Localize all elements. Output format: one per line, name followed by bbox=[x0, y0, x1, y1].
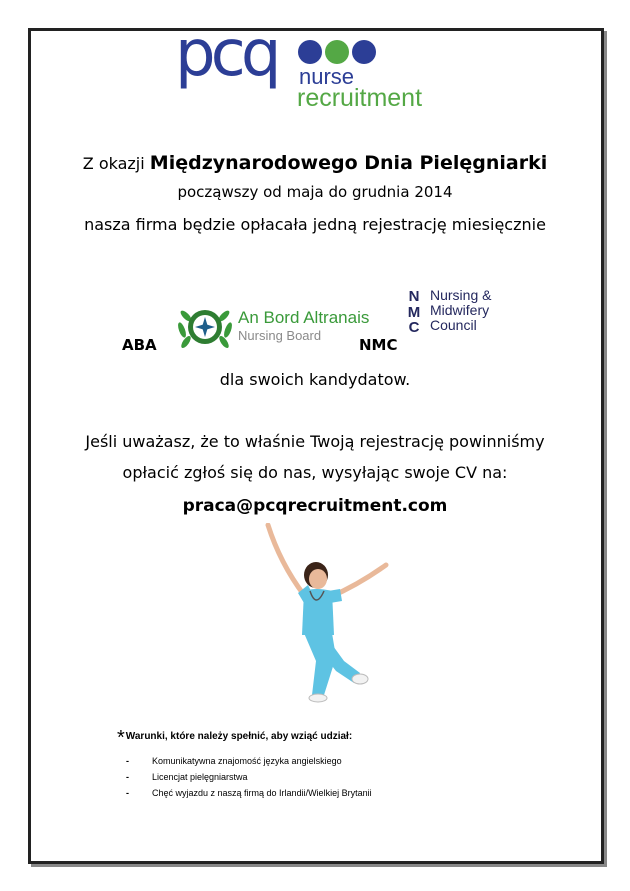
nmc-mark bbox=[404, 289, 424, 335]
condition-item bbox=[126, 753, 372, 769]
logo-dot-green bbox=[325, 40, 349, 64]
nmc-logo bbox=[404, 288, 534, 338]
jumping-nurse-illustration bbox=[258, 523, 393, 703]
candidates-text: dla swoich kandydatow. bbox=[219, 370, 411, 389]
nmc-mark-letter: C bbox=[408, 319, 420, 336]
conditions-asterisk: * bbox=[117, 727, 125, 749]
aba-label: ABA bbox=[122, 336, 157, 354]
conditions-list bbox=[126, 753, 372, 801]
logo-line-nurse: nurse bbox=[299, 64, 355, 89]
logo-dots bbox=[298, 40, 376, 64]
logo-dot-blue-2 bbox=[352, 40, 376, 64]
contact-email[interactable]: praca@pcqrecruitment.com bbox=[182, 496, 448, 516]
headline-prefix: Z okazji bbox=[82, 154, 150, 173]
nmc-line: Council bbox=[430, 317, 477, 333]
aba-name: An Bord Altranais bbox=[238, 308, 370, 327]
condition-text: Chęć wyjazdu z naszą firmą do Irlandii/Wielkiej Brytanii bbox=[152, 788, 372, 798]
headline-period: począwszy od maja do grudnia 2014 bbox=[177, 183, 453, 201]
condition-bullet: - bbox=[126, 756, 129, 766]
nmc-mark-letter: N bbox=[408, 288, 420, 305]
conditions-heading-text: Warunki, które należy spełnić, aby wziąć udział: bbox=[125, 731, 353, 742]
condition-bullet: - bbox=[126, 788, 129, 798]
nmc-mark-letter: M bbox=[407, 303, 421, 321]
logo-brand: pcq bbox=[175, 17, 277, 91]
condition-item bbox=[126, 769, 372, 785]
nmc-line: Nursing & bbox=[430, 287, 492, 303]
headline-bold: Międzynarodowego Dnia Pielęgniarki bbox=[149, 152, 548, 174]
conditions-heading bbox=[117, 727, 352, 750]
cta-line-1: Jeśli uważasz, że to właśnie Twoją rejestrację powinniśmy bbox=[85, 432, 545, 451]
headline-line bbox=[0, 152, 630, 174]
aba-logo bbox=[176, 300, 371, 354]
aba-emblem-icon bbox=[176, 300, 234, 354]
aba-subtitle: Nursing Board bbox=[238, 328, 322, 343]
condition-text: Licencjat pielęgniarstwa bbox=[152, 772, 248, 782]
logo-line-recruitment: recruitment bbox=[297, 84, 423, 112]
pcq-logo bbox=[175, 17, 465, 112]
condition-bullet: - bbox=[126, 772, 129, 782]
nmc-line: Midwifery bbox=[430, 302, 490, 318]
condition-item bbox=[126, 785, 372, 801]
condition-text: Komunikatywna znajomość języka angielskiego bbox=[152, 756, 342, 766]
nmc-label: NMC bbox=[359, 336, 398, 354]
headline-offer: nasza firma będzie opłacała jedną rejestrację miesięcznie bbox=[84, 215, 546, 234]
nmc-name bbox=[430, 288, 491, 333]
logo-dot-blue-1 bbox=[298, 40, 322, 64]
cta-line-2: opłacić zgłoś się do nas, wysyłając swoje CV na: bbox=[122, 463, 508, 482]
